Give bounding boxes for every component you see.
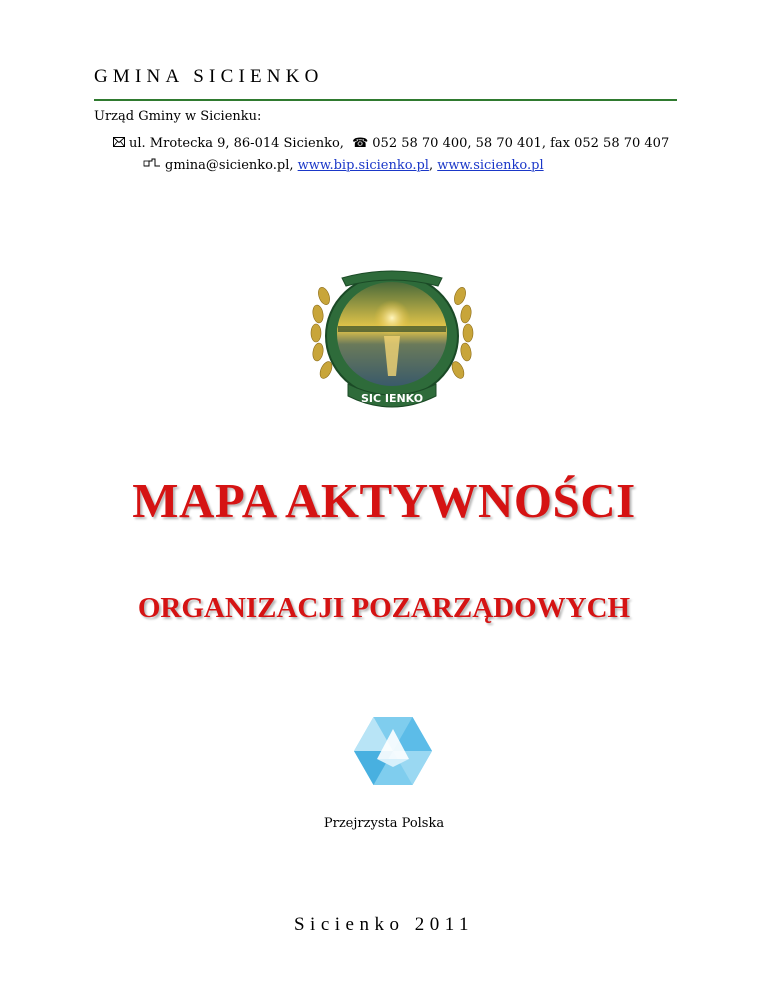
office-name: Urząd Gminy w Sicienku: xyxy=(94,109,262,124)
przejrzysta-polska-logo xyxy=(354,717,432,785)
logo-caption: Przejrzysta Polska xyxy=(323,816,445,831)
subtitle: ORGANIZACJI POZARZĄDOWYCH xyxy=(137,592,631,624)
phone-text: 052 58 70 400, 58 70 401, fax 052 58 70 407 xyxy=(372,136,670,151)
bip-link[interactable]: www.bip.sicienko.pl xyxy=(297,158,429,173)
telephone-icon: ☎ xyxy=(352,136,369,151)
emblem-lettering: SIC IENKO xyxy=(360,392,424,405)
website-link[interactable]: www.sicienko.pl xyxy=(437,158,544,173)
contact-email-line xyxy=(143,158,544,173)
mail-hand-icon xyxy=(143,158,161,173)
email-text: gmina@sicienko.pl, xyxy=(165,158,298,173)
envelope-icon xyxy=(113,136,125,151)
link-separator: , xyxy=(428,158,438,173)
header-divider xyxy=(94,99,677,101)
header-title: GMINA SICIENKO xyxy=(94,66,324,87)
coat-of-arms-emblem xyxy=(302,256,482,416)
footer-place-year: Sicienko 2011 xyxy=(293,914,475,935)
address-text: ul. Mrotecka 9, 86-014 Sicienko, xyxy=(129,136,344,151)
main-title: MAPA AKTYWNOŚCI xyxy=(132,473,636,528)
contact-address-line xyxy=(113,136,669,151)
